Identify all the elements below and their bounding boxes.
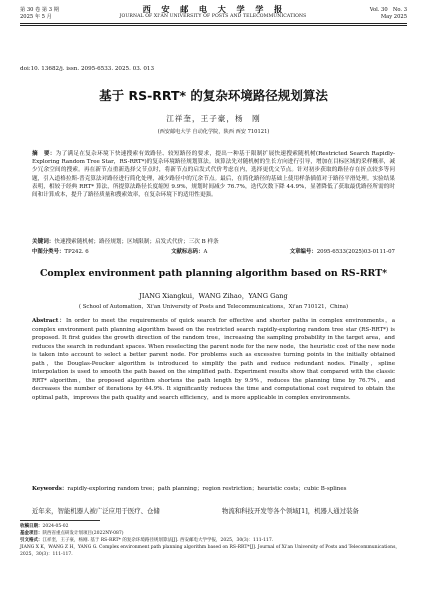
doc-code-value: A [203,249,208,255]
abstract-cn-text: 为了满足在复杂环境下快速搜索有效路径、较短路径的要求，提出一种基于限制扩展快速搜索随机树(Restricted Search Rapidly-Exploring Random Tree Star，RS-RRT*)的复杂环境路径规划算法。该算法先对随机树的生长方向进行引导，增加在目标区域的采样概率，减少冗余空间的搜索。再在新节点重新选择父节点时，将新节点的启发式代价考虑在内，选择更优父节点。针对初步获取的路径存在折点较多等问题，引入道格拉斯-普克算法对路径进行简化处理，减少路径中的冗余节点。最后，在简化路径的基础上使用样条插值对于路径平滑处理。实验结果表明，相较于经典 RRT* 算法，所提算法路径长度缩短 9.9%，规划时间减少 76.7%，迭代次数下降 44.9%，显著降低了获取最优路径所需的时间和计算成本，提升了路径质量和搜索效率，在复杂环境下的适用性更强。 [32,151,395,199]
header-rule-top [20,23,407,24]
abstract-cn [32,150,395,199]
authors-cn: 江祥奎，王子豪，杨 刚 [166,114,261,123]
clc-number [32,247,89,255]
footnote-text: JIANG X K，WANG Z H，YANG G. Complex environment path planning algorithm based on RS-RRT*[J]. Journal of Xi'an University of Posts and Telecommunications，2025，30(3)：111-117. [20,544,400,557]
footnotes [20,524,407,559]
doi: doi:10. 13682/j. issn. 2095-6533. 2025. 03. 013 [20,66,155,72]
clc-value: TP242. 6 [64,249,89,255]
keywords-en-text: rapidly-exploring random tree；path planning；region restriction；heuristic costs；cubic B-splines [67,486,347,492]
document-code [171,247,207,255]
footnote-text: 江祥奎，王子豪，杨刚. 基于 RS-RRT* 的复杂环境路径规划算法[J]. 西安邮电大学学报，2025，30(3)：111-117. [42,537,274,543]
abstract-en-label: Abstract： [32,318,66,324]
affiliation-en: ( School of Automation，Xi'an University of Posts and Telecommunications，Xi'an 710121，China) [78,304,349,310]
footnote-label: 收稿日期： [20,524,43,529]
footnote-citation-cn [20,538,407,545]
keywords-cn-text: 快速搜索随机树；路径规划；区域限制；启发式代价；三次 B 样条 [54,239,219,245]
footnote-text: 2024-05-02 [42,524,69,529]
journal-name-en: JOURNAL OF XI'AN UNIVERSITY OF POSTS AND TELECOMMUNICATIONS [119,14,307,19]
footnote-received [20,524,407,531]
header-right [370,7,407,21]
article-number-value: 2095-6533(2025)03-0111-07 [316,249,395,255]
classification-row [32,247,395,255]
footnote-text: 陕西省重点研发计划项目(2022NY-087) [42,530,124,536]
journal-header [88,5,338,20]
article-number-label: 文章编号： [289,249,317,255]
footnote-rule [20,520,100,521]
footnote-label: 基金项目： [20,530,43,536]
date-en: May 2025 [380,14,407,20]
header-left [20,7,59,21]
volume-issue-en: Vol. 30 No. 3 [369,7,407,13]
volume-issue-cn: 第 30 卷 第 3 期 [20,7,59,13]
keywords-en [32,485,395,494]
keywords-cn-label: 关键词： [32,239,55,245]
body-text-right-column: 物流和科技开发等各个领域[1]，机器人通过装备 [222,507,359,515]
keywords-cn [32,238,395,246]
abstract-en-text: In order to meet the requirements of quick search for effective and shorter paths in complex environments，a complex environment path planning algorithm based on the restricted search rapidly-exploring random tree star (RS-RRT*) is proposed. It first guides the growth direction of the random tree，increasing the sampling probability in the target area，and reduces the search in redundant spaces. When reselecting the parent node for the new node，the heuristic cost of the new node is taken into account to select a better parent node. For problems such as excessive turning points in the initially obtained path，the Douglas-Peucker algorithm is introduced to simplify the path and reduce redundant nodes. Finally，spline interpolation is used to smooth the path based on the simplified path. Experiment results show that compared with the classic RRT* algorithm，the proposed algorithm shortens the path length by 9.9%，reduces the planning time by 76.7%，and decreases the number of iterations by 44.9%. It significantly reduces the time and computational cost required to obtain the optimal path，improves the path quality and search efficiency，and is more applicable in complex environments. [32,318,395,401]
title-en: Complex environment path planning algorithm based on RS-RRT* [39,268,388,279]
title-cn: 基于 RS-RRT* 的复杂环境路径规划算法 [99,88,328,103]
footnote-citation-en [20,545,407,559]
clc-label: 中图分类号： [32,249,65,255]
journal-name-cn: 西 安 邮 电 大 学 学 报 [142,4,284,14]
authors-en: JIANG Xiangkui，WANG Zihao，YANG Gang [139,292,288,300]
date-cn: 2025 年 5 月 [20,14,52,20]
body-text-left-column: 近年来，智能机器人被广泛应用于医疗、仓储 [32,507,160,515]
footnote-funding [20,531,407,538]
doc-code-label: 文献标志码： [171,249,204,255]
footnote-label: 引文格式： [20,537,43,543]
affiliation-cn: (西安邮电大学 自动化学院，陕西 西安 710121) [157,129,270,135]
keywords-en-label: Keywords： [32,486,68,492]
abstract-en [32,317,395,402]
header-rule-bottom [20,25,407,26]
abstract-cn-label: 摘 要： [32,151,56,157]
article-number [290,247,395,255]
